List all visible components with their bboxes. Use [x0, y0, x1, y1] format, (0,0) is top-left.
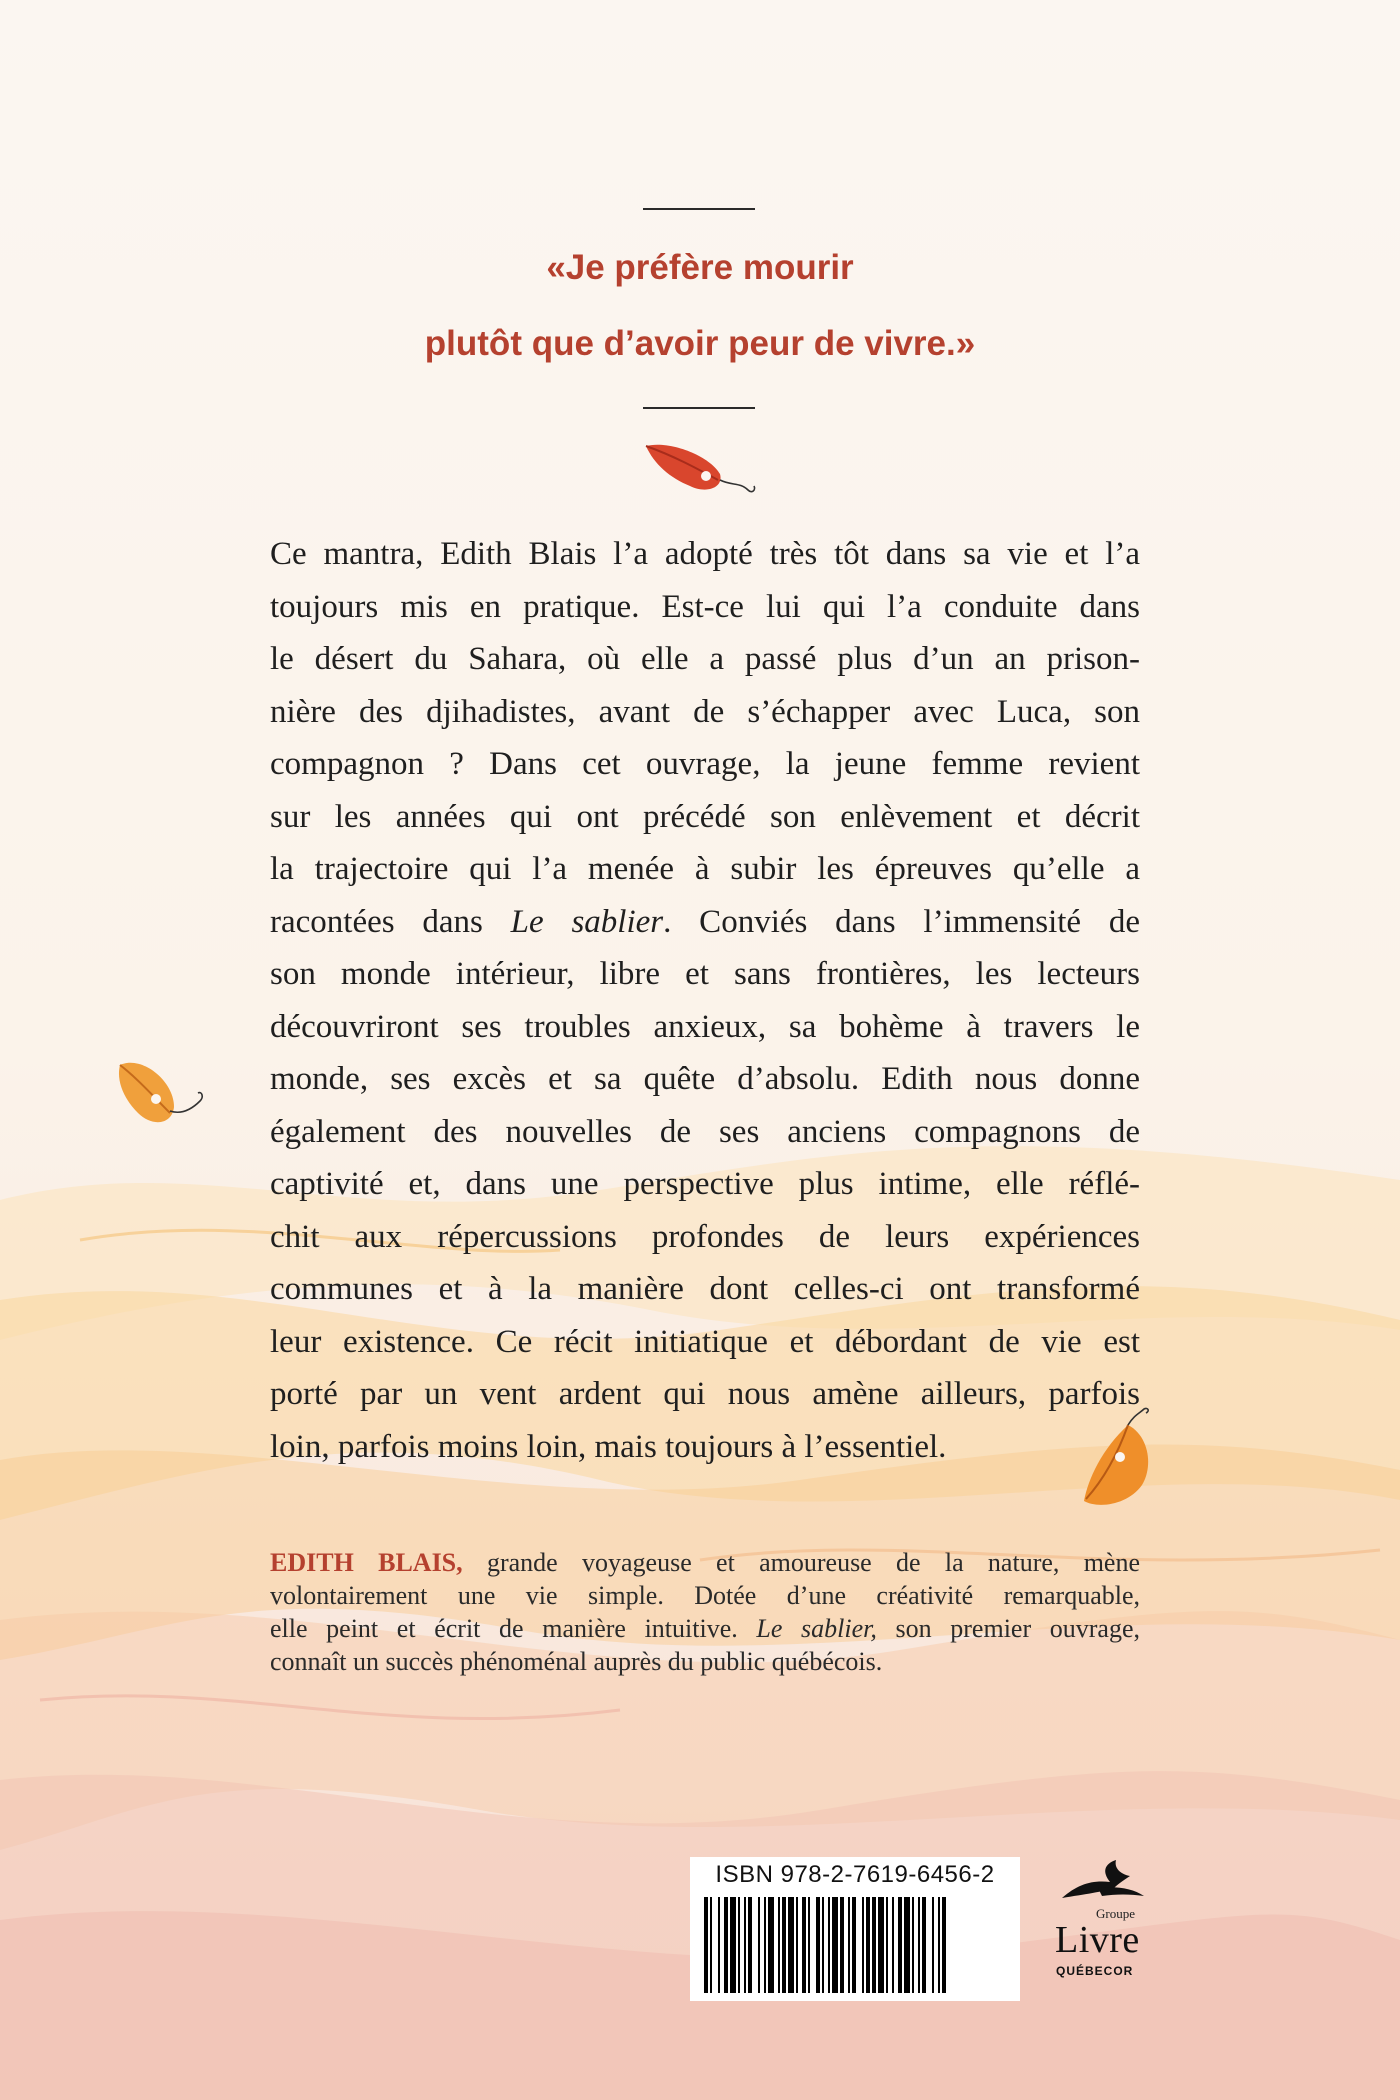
barcode-bar	[898, 1897, 902, 1993]
synopsis-line: Ce mantra, Edith Blais l’a adopté très tôt dans sa vie et l’a	[270, 536, 1140, 572]
synopsis-line: nière des djihadistes, avant de s’échapper avec Luca, son	[270, 693, 1140, 730]
barcode-bar	[738, 1897, 740, 1993]
synopsis-line: toujours mis en pratique. Est-ce lui qui l’a conduite dans	[270, 588, 1140, 625]
barcode-bar	[730, 1897, 736, 1993]
quote-line-2: plutôt que d’avoir peur de vivre.»	[424, 324, 976, 363]
barcode-bar	[724, 1897, 728, 1993]
barcode-bar	[778, 1897, 780, 1993]
barcode-bar	[788, 1897, 794, 1993]
barcode-bar	[840, 1897, 844, 1993]
barcode-bar	[802, 1897, 806, 1993]
synopsis-line: chit aux répercussions profondes de leurs expériences	[270, 1218, 1140, 1255]
synopsis-line: communes et à la manière dont celles-ci ont transformé	[270, 1271, 1140, 1307]
barcode-bar	[866, 1897, 870, 1993]
barcode-bar	[878, 1897, 884, 1993]
bio-line	[270, 1612, 1140, 1645]
barcode-bar	[822, 1897, 824, 1993]
barcode-bar	[904, 1897, 910, 1993]
synopsis-line-with-title	[270, 896, 1140, 949]
barcode-bar	[892, 1897, 894, 1993]
barcode-bar	[852, 1897, 856, 1993]
bio-line: volontairement une vie simple. Dotée d’une créativité remarquable,	[270, 1581, 1140, 1610]
synopsis-line: la trajectoire qui l’a menée à subir les épreuves qu’elle a	[270, 851, 1140, 887]
barcode-bar	[744, 1897, 746, 1993]
publisher-logo	[1030, 1850, 1170, 2000]
bio-text: elle peint et écrit de manière intuitive.	[270, 1614, 757, 1643]
bio-text: grande voyageuse et amoureuse de la nature, mène	[462, 1548, 1141, 1577]
author-bio	[270, 1546, 1140, 1678]
barcode-bar	[782, 1897, 786, 1993]
bottom-rule	[643, 407, 755, 409]
synopsis-line: également des nouvelles de ses anciens compagnons de	[270, 1113, 1140, 1150]
book-title: Le sablier	[510, 903, 664, 940]
barcode-bar	[886, 1897, 888, 1993]
synopsis-line: captivité et, dans une perspective plus intime, elle réflé-	[270, 1166, 1140, 1202]
barcode	[704, 1897, 1006, 1993]
barcode-bar	[718, 1897, 720, 1993]
barcode-bar	[938, 1897, 940, 1993]
author-name: EDITH BLAIS,	[270, 1548, 463, 1577]
barcode-bar	[828, 1897, 830, 1993]
barcode-bar	[816, 1897, 820, 1993]
publisher-livre: Livre	[1055, 1919, 1140, 1961]
synopsis-line: loin, parfois moins loin, mais toujours à l’essentiel.	[270, 1428, 947, 1465]
bio-text: son premier ouvrage,	[876, 1614, 1141, 1643]
book-title: Le sablier,	[756, 1614, 877, 1643]
barcode-bar	[912, 1897, 914, 1993]
synopsis-line: compagnon ? Dans cet ouvrage, la jeune femme revient	[270, 746, 1140, 782]
synopsis-line: monde, ses excès et sa quête d’absolu. Edith nous donne	[270, 1061, 1140, 1097]
quote-line-1: «Je préfère mourir	[546, 248, 854, 287]
synopsis-line: porté par un vent ardent qui nous amène ailleurs, parfois	[270, 1376, 1140, 1412]
barcode-bar	[942, 1897, 946, 1993]
synopsis-line: leur existence. Ce récit initiatique et débordant de vie est	[270, 1323, 1140, 1360]
synopsis-line: son monde intérieur, libre et sans frontières, les lecteurs	[270, 956, 1140, 992]
bio-line: connaît un succès phénoménal auprès du public québécois.	[270, 1647, 883, 1676]
barcode-bar	[848, 1897, 850, 1993]
top-rule	[643, 208, 755, 210]
barcode-bar	[710, 1897, 712, 1993]
synopsis-text: . Conviés dans l’immensité de	[663, 903, 1141, 940]
barcode-bar	[768, 1897, 774, 1993]
barcode-bar	[764, 1897, 766, 1993]
barcode-bar	[796, 1897, 798, 1993]
leaf-ornament-left	[108, 1055, 208, 1135]
leaf-ornament-top	[640, 438, 760, 500]
isbn-barcode-box	[690, 1857, 1020, 2001]
barcode-bar	[832, 1897, 838, 1993]
bio-line	[270, 1546, 1140, 1579]
barcode-bar	[932, 1897, 934, 1993]
barcode-bar	[918, 1897, 920, 1993]
synopsis-line: découvriront ses troubles anxieux, sa bohème à travers le	[270, 1008, 1140, 1045]
barcode-bar	[862, 1897, 864, 1993]
barcode-bar	[872, 1897, 876, 1993]
barcode-bar	[748, 1897, 752, 1993]
barcode-bar	[758, 1897, 760, 1993]
synopsis-text: racontées dans	[270, 903, 511, 940]
barcode-bar	[922, 1897, 926, 1993]
synopsis-line: le désert du Sahara, où elle a passé plus d’un an prison-	[270, 641, 1140, 677]
publisher-quebecor: QUÉBECOR	[1056, 1964, 1134, 1978]
barcode-bar	[808, 1897, 810, 1993]
isbn-label: ISBN 978-2-7619-6456-2	[715, 1861, 995, 1888]
barcode-bar	[704, 1897, 708, 1993]
publisher-groupe: Groupe	[1096, 1906, 1135, 1921]
synopsis-line: sur les années qui ont précédé son enlèvement et décrit	[270, 798, 1140, 835]
synopsis-paragraph	[270, 528, 1140, 1473]
